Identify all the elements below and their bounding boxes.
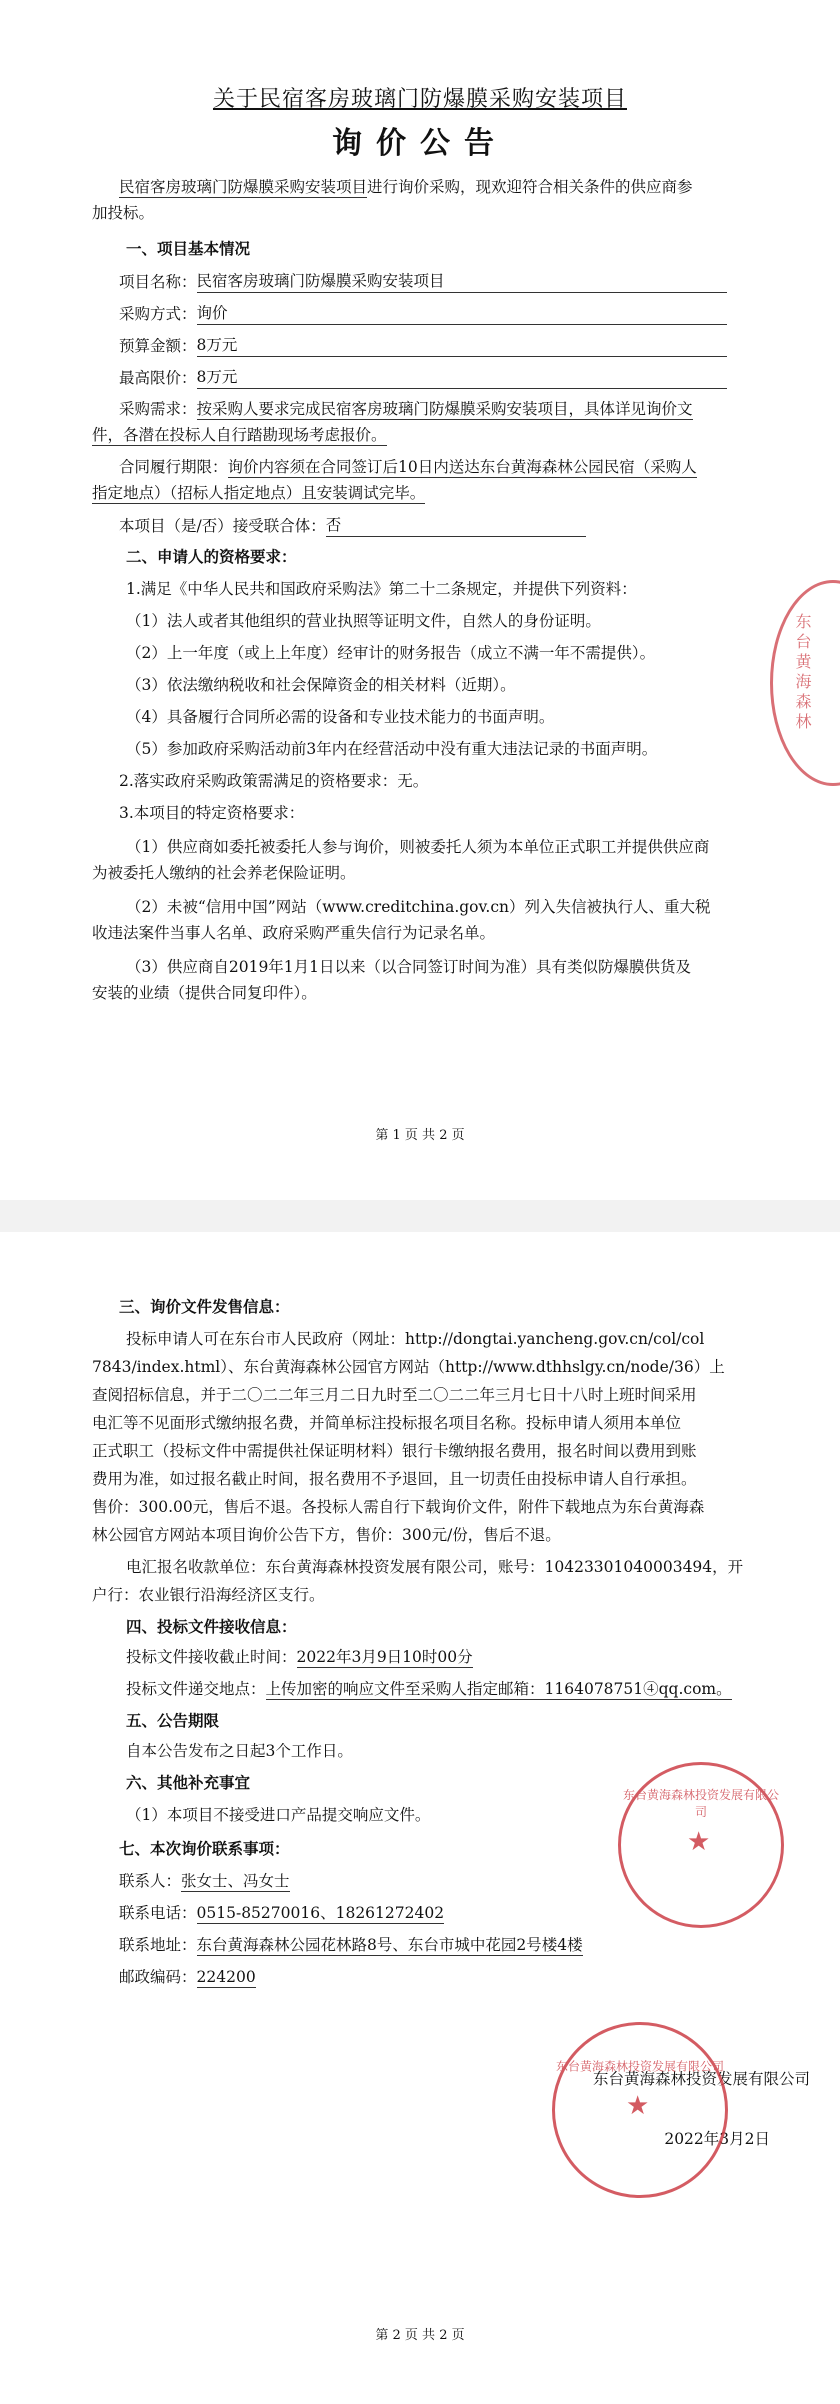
phone-value: 0515-85270016、18261272402	[196, 1904, 445, 1922]
address-value: 东台黄海森林公园花林路8号、东台市城中花园2号楼4楼	[196, 1936, 583, 1954]
budget-row	[0, 334, 840, 357]
qual-3-1b: 为被委托人缴纳的社会养老保险证明。	[92, 864, 356, 882]
qual-2: 2.落实政府采购政策需满足的资格要求：无。	[119, 772, 429, 790]
sale-line-4: 电汇等不见面形式缴纳报名费，并简单标注投标报名项目名称。投标申请人须用本单位	[92, 1414, 682, 1432]
address-label: 联系地址：	[119, 1936, 197, 1954]
term-row	[0, 456, 840, 478]
term-line-1: 询价内容须在合同签订后10日内送达东台黄海森林公园民宿（采购人	[227, 458, 697, 476]
max-price-row	[0, 366, 840, 389]
method-row	[0, 302, 840, 325]
seal-star-icon: ★	[687, 1827, 711, 1857]
qual-1-2: （2）上一年度（或上上年度）经审计的财务报告（成立不满一年不需提供）。	[126, 644, 656, 662]
account-line-2: 户行：农业银行沿海经济区支行。	[92, 1586, 325, 1604]
qual-1-4: （4）具备履行合同所必需的设备和专业技术能力的书面声明。	[126, 708, 555, 726]
address-row	[0, 1934, 840, 1956]
project-name-label: 项目名称：	[119, 273, 197, 291]
contact-value: 张女士、冯女士	[181, 1872, 290, 1890]
intro-line-1	[0, 176, 840, 198]
seal-star-icon-2: ★	[626, 2091, 650, 2121]
method-value: 询价	[197, 302, 727, 325]
sale-line-6: 费用为准，如过报名截止时间，报名费用不予退回，且一切责任由投标申请人自行承担。	[92, 1470, 697, 1488]
section-2-heading: 二、申请人的资格要求：	[126, 547, 297, 566]
page-1-footer: 第 1 页 共 2 页	[375, 1128, 465, 1143]
other-item-1: （1）本项目不接受进口产品提交响应文件。	[126, 1806, 431, 1824]
sale-line-3: 查阅招标信息，并于二〇二二年三月二日九时至二〇二二年三月七日十八时上班时间采用	[92, 1386, 697, 1404]
method-label: 采购方式：	[119, 305, 197, 323]
max-price-value: 8万元	[197, 366, 727, 389]
demand-line-2-row	[0, 424, 840, 446]
qual-3-1a: （1）供应商如委托被委托人参与询价，则被委托人须为本单位正式职工并提供供应商	[126, 838, 710, 856]
page-1	[0, 0, 840, 1200]
page-2	[0, 1232, 840, 2404]
section-5-heading: 五、公告期限	[126, 1711, 220, 1730]
term-line-2-row	[0, 482, 840, 504]
consortium-label: 本项目（是/否）接受联合体：	[119, 517, 326, 535]
intro-rest: 进行询价采购，现欢迎符合相关条件的供应商参	[367, 178, 693, 196]
max-price-label: 最高限价：	[119, 369, 197, 387]
qual-1-3: （3）依法缴纳税收和社会保障资金的相关材料（近期）。	[126, 676, 516, 694]
phone-label: 联系电话：	[119, 1904, 197, 1922]
section-6-heading: 六、其他补充事宜	[126, 1773, 251, 1792]
budget-value: 8万元	[197, 334, 727, 357]
company-seal-lower-text: 东台黄海森林投资发展有限公司	[555, 2059, 724, 2074]
qual-1-5: （5）参加政府采购活动前3年内在经营活动中没有重大违法记录的书面声明。	[126, 740, 658, 758]
section-7-heading: 七、本次询价联系事项：	[119, 1839, 290, 1858]
company-seal-lower	[552, 2022, 728, 2198]
sale-line-7: 售价：300.00元，售后不退。各投标人需自行下载询价文件，附件下载地点为东台黄海森	[92, 1498, 705, 1516]
qual-3-3b: 安装的业绩（提供合同复印件）。	[92, 984, 317, 1002]
sale-line-8: 林公园官方网站本项目询价公告下方，售价：300元/份，售后不退。	[92, 1526, 561, 1544]
zip-row	[0, 1966, 840, 1988]
demand-row	[0, 398, 840, 420]
demand-label: 采购需求：	[119, 400, 197, 418]
qual-3-2a: （2）未被“信用中国”网站（www.creditchina.gov.cn）列入失信被执行人、重大税	[126, 898, 711, 916]
submit-row	[0, 1678, 840, 1700]
demand-line-2: 件，各潜在投标人自行踏勘现场考虑报价。	[92, 426, 387, 444]
term-label: 合同履行期限：	[119, 458, 228, 476]
deadline-label: 投标文件接收截止时间：	[126, 1648, 297, 1666]
demand-line-1: 按采购人要求完成民宿客房玻璃门防爆膜采购安装项目，具体详见询价文	[196, 400, 693, 418]
contact-label: 联系人：	[119, 1872, 182, 1890]
submit-label: 投标文件递交地点：	[126, 1680, 266, 1698]
section-3-heading: 三、询价文件发售信息：	[119, 1297, 290, 1316]
budget-label: 预算金额：	[119, 337, 197, 355]
signer-name: 东台黄海森林投资发展有限公司	[592, 2070, 810, 2088]
deadline-value: 2022年3月9日10时00分	[296, 1648, 473, 1666]
deadline-row	[0, 1646, 840, 1668]
qual-1-1: （1）法人或者其他组织的营业执照等证明文件，自然人的身份证明。	[126, 612, 601, 630]
project-name-row	[0, 270, 840, 293]
notice-period: 自本公告发布之日起3个工作日。	[126, 1742, 353, 1760]
page-gap	[0, 1200, 840, 1232]
qual-3-2b: 收违法案件当事人名单、政府采购严重失信行为记录名单。	[92, 924, 496, 942]
term-line-2: 指定地点）（招标人指定地点）且安装调试完毕。	[92, 484, 426, 502]
zip-label: 邮政编码：	[119, 1968, 197, 1986]
qual-3: 3.本项目的特定资格要求：	[119, 804, 305, 822]
side-seal-text: 东台黄海森林	[793, 613, 812, 733]
qual-3-3a: （3）供应商自2019年1月1日以来（以合同签订时间为准）具有类似防爆膜供货及	[126, 958, 692, 976]
consortium-row	[0, 514, 840, 537]
sale-line-1: 投标申请人可在东台市人民政府（网址：http://dongtai.yancheng.gov.cn/col/col	[126, 1330, 705, 1348]
account-line-1: 电汇报名收款单位：东台黄海森林投资发展有限公司，账号：10423301040003494，开	[126, 1558, 744, 1576]
notice-title-line1: 关于民宿客房玻璃门防爆膜采购安装项目	[212, 87, 627, 112]
page-2-footer: 第 2 页 共 2 页	[375, 2328, 465, 2343]
notice-title-line2: 询价公告	[332, 126, 508, 161]
sale-line-2: 7843/index.html）、东台黄海森林公园官方网站（http://www.dthhslgy.cn/node/36）上	[92, 1358, 725, 1376]
intro-line-2: 加投标。	[92, 204, 155, 222]
sign-date: 2022年3月2日	[664, 2130, 770, 2148]
qual-1: 1.满足《中华人民共和国政府采购法》第二十二条规定，并提供下列资料：	[126, 580, 637, 598]
submit-value: 上传加密的响应文件至采购人指定邮箱：1164078751④qq.com。	[265, 1680, 732, 1698]
intro-project: 民宿客房玻璃门防爆膜采购安装项目	[119, 178, 368, 196]
section-1-heading: 一、项目基本情况	[126, 239, 251, 258]
company-seal-upper-text: 东台黄海森林投资发展有限公司	[622, 1788, 779, 1820]
sale-line-5: 正式职工（投标文件中需提供社保证明材料）银行卡缴纳报名费用，报名时间以费用到账	[92, 1442, 697, 1460]
zip-value: 224200	[196, 1968, 256, 1986]
consortium-value: 否	[326, 514, 586, 537]
project-name-value: 民宿客房玻璃门防爆膜采购安装项目	[197, 270, 727, 293]
section-4-heading: 四、投标文件接收信息：	[126, 1617, 297, 1636]
company-seal-upper	[618, 1762, 784, 1928]
